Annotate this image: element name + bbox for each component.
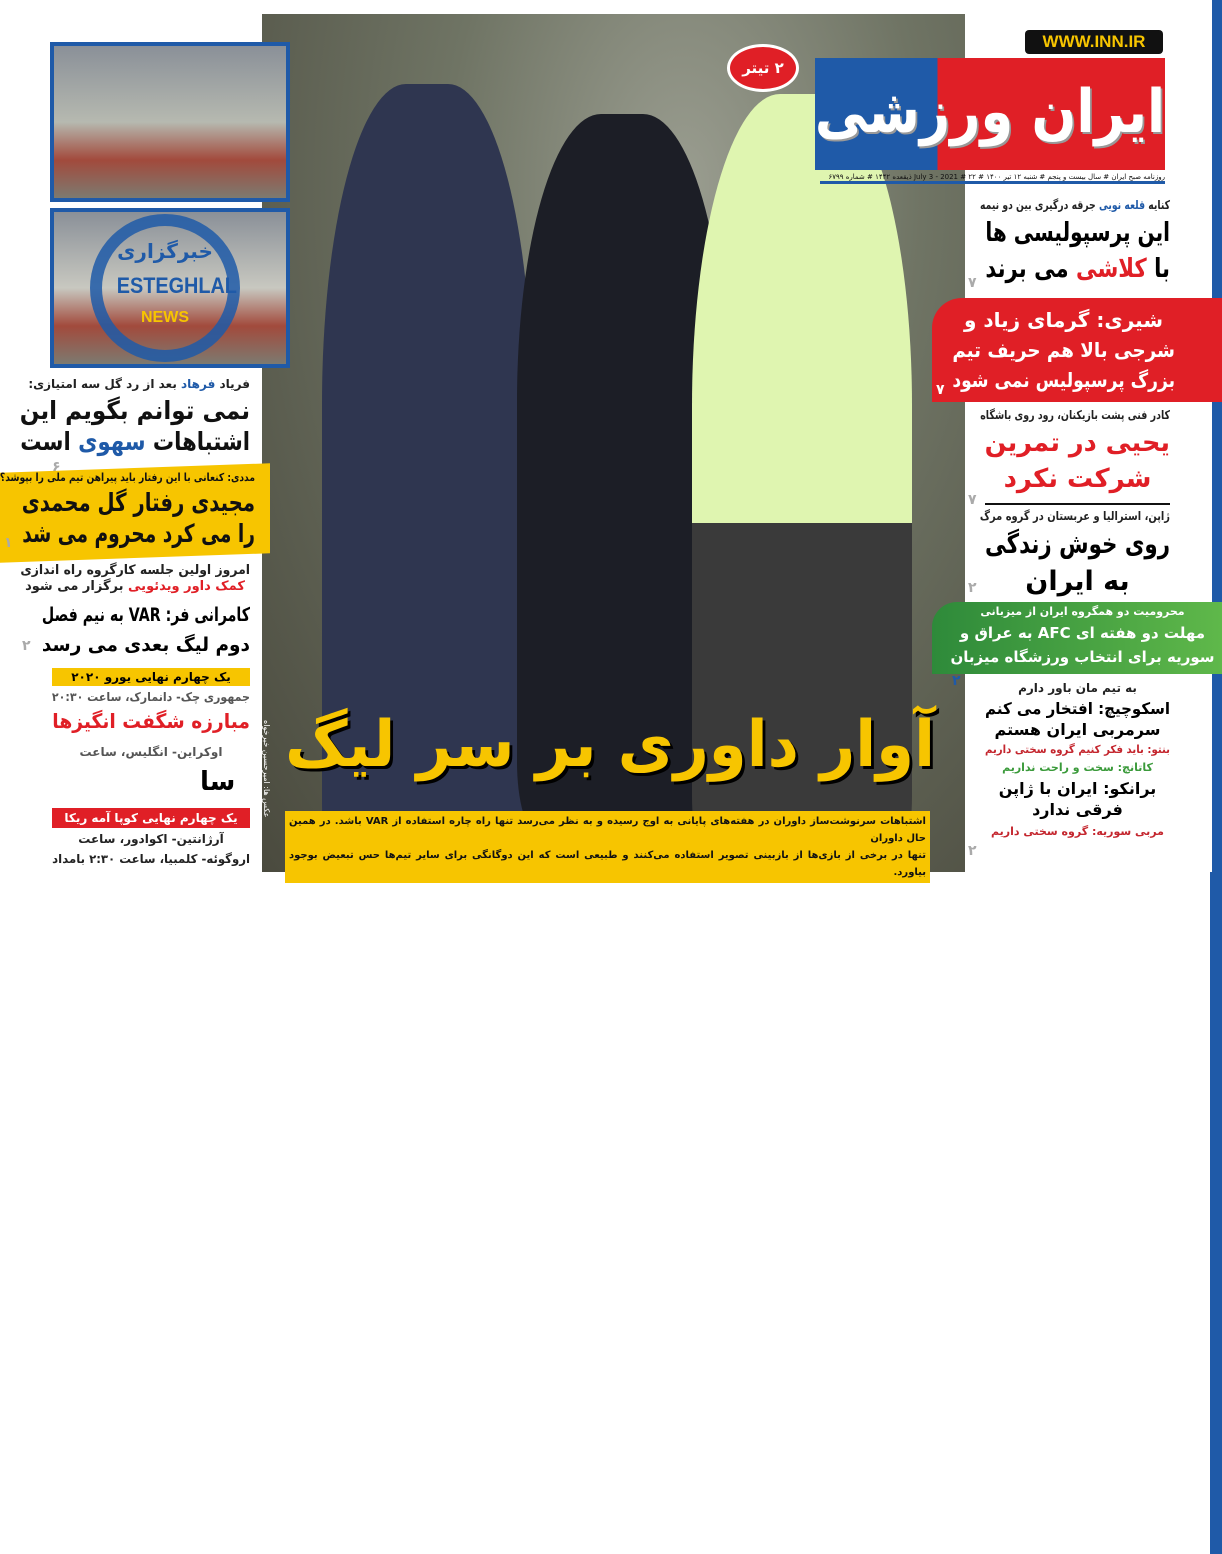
page-number: ۲ (952, 673, 961, 689)
masthead-logo (815, 58, 1165, 170)
page-number: ۷ (936, 382, 945, 398)
copa-band: یک چهارم نهایی کوپا آمه ریکا (52, 808, 250, 828)
euro-match: جمهوری چک- دانمارک، ساعت ۲۰:۳۰ (51, 690, 250, 704)
watermark-fa: خبرگزاری (117, 239, 213, 263)
right-s1-kicker: کنایه قلعه نویی جرقه درگیری بین دو نیمه (980, 198, 1170, 212)
euro-big-text: سا (200, 767, 236, 797)
right-s6-quote: کاتانچ: سخت و راحت نداریم (1002, 761, 1153, 774)
left-s2-kicker: مددی: کنعانی با این رفتار باید پیراهن تیم ملی را بپوشد؟ (0, 471, 255, 484)
watermark-en: ESTEGHLAL (116, 273, 237, 298)
right-s1-headline[interactable]: این پرسپولیسی ها با کلاشی می برند (985, 218, 1170, 284)
right-s6-headline[interactable]: اسکوچیچ: افتخار می کنم سرمربی ایران هستم (985, 699, 1170, 739)
left-s1-kicker: فریاد فرهاد بعد از رد گل سه امتیازی: (28, 377, 250, 391)
left-s3-kicker: امروز اولین جلسه کارگروه راه اندازی کمک داور ویدئویی برگزار می شود (20, 563, 250, 594)
page-number: ۷ (968, 275, 977, 291)
right-s6-quote: بنتو: باید فکر کنیم گروه سختی داریم (984, 743, 1170, 756)
copa-match: آرژانتین- اکوادور، ساعت (78, 832, 224, 846)
right-s6-subhead[interactable]: برانکو: ایران با ژاپن فرقی ندارد (998, 779, 1157, 819)
badge: ۲ تیتر (727, 44, 799, 92)
left-photo-1 (50, 42, 290, 202)
right-s3-headline[interactable]: یحیی در تمرین شرکت نکرد (984, 428, 1170, 494)
page-number: ۱ (4, 535, 13, 551)
dateline: روزنامه صبح ایران # سال بیست و پنجم # شنبه ۱۲ تیر ۱۴۰۰ # July 3 - 2021 # ۲۲ ذیقعده ۱۴۴۲ # شماره ۶۷۹۹ (820, 170, 1165, 184)
masthead-logo-text: ایران ورزشی (814, 77, 1165, 147)
copa-match: اروگوئه- کلمبیا، ساعت ۲:۳۰ بامداد (52, 852, 250, 866)
right-s6-quote: مربی سوریه: گروه سختی داریم (991, 825, 1164, 838)
right-s4-headline[interactable]: روی خوش زندگی به ایران (985, 529, 1170, 597)
left-s3-headline[interactable]: کامرانی فر: VAR به نیم فصل دوم لیگ بعدی می رسد (41, 604, 250, 656)
right-s6-kicker: به تیم مان باور دارم (1018, 681, 1137, 695)
euro-match: اوکراین- انگلیس، ساعت (79, 745, 223, 759)
site-url[interactable]: WWW.INN.IR (1025, 30, 1163, 54)
page-number: ۶ (52, 459, 61, 475)
right-s3-kicker: کادر فنی پشت بازیکنان، رود روی باشگاه (980, 408, 1170, 422)
main-caption (285, 811, 930, 883)
page-number: ۲ (968, 843, 977, 859)
main-headline[interactable]: آوار داوری بر سر لیگ (285, 708, 936, 782)
right-s5-headline[interactable]: مهلت دو هفته ای AFC به عراق و سوریه برای انتخاب ورزشگاه میزبان (950, 624, 1215, 666)
euro-headline[interactable]: مبارزه شگفت انگیزها (52, 709, 250, 733)
divider (985, 503, 1170, 505)
page-number: ۲ (968, 580, 977, 596)
euro-band: یک چهارم نهایی یورو ۲۰۲۰ (52, 668, 250, 686)
page-number: ۷ (968, 492, 977, 508)
page-number: ۲ (22, 638, 31, 654)
left-s2-headline[interactable]: مجیدی رفتار گل محمدی را می کرد محروم می شد (21, 488, 256, 548)
left-divider (1212, 0, 1222, 872)
caption-line: تنها در برخی از بازی‌ها از بازبینی تصویر استفاده می‌کنند و طبیعی است که این دوگانگی برای سایر تیم‌ها حس تبعیض بوجود بیاورد. (289, 850, 926, 878)
left-s1-headline[interactable]: نمی توانم بگویم این اشتباهات سهوی است (19, 396, 251, 456)
right-s5-kicker: محرومیت دو همگروه ایران از میزبانی (980, 605, 1185, 618)
photo-credit: عکس ها: امیرحسین خیرخواه (262, 720, 271, 818)
caption-line: اشتباهات سرنوشت‌ساز داوران در هفته‌های پایانی به اوج رسیده و به نظر می‌رسد تنها راه چاره استفاده از VAR باشد. در همین حال داوران (289, 816, 926, 844)
watermark-news: NEWS (141, 309, 189, 326)
right-divider (1210, 872, 1222, 1554)
right-s2-headline[interactable]: شیری: گرمای زیاد و شرجی بالا هم حریف تیم بزرگ پرسپولیس نمی شود (952, 308, 1175, 392)
right-s4-kicker: ژاپن، استرالیا و عربستان در گروه مرگ (979, 509, 1170, 523)
